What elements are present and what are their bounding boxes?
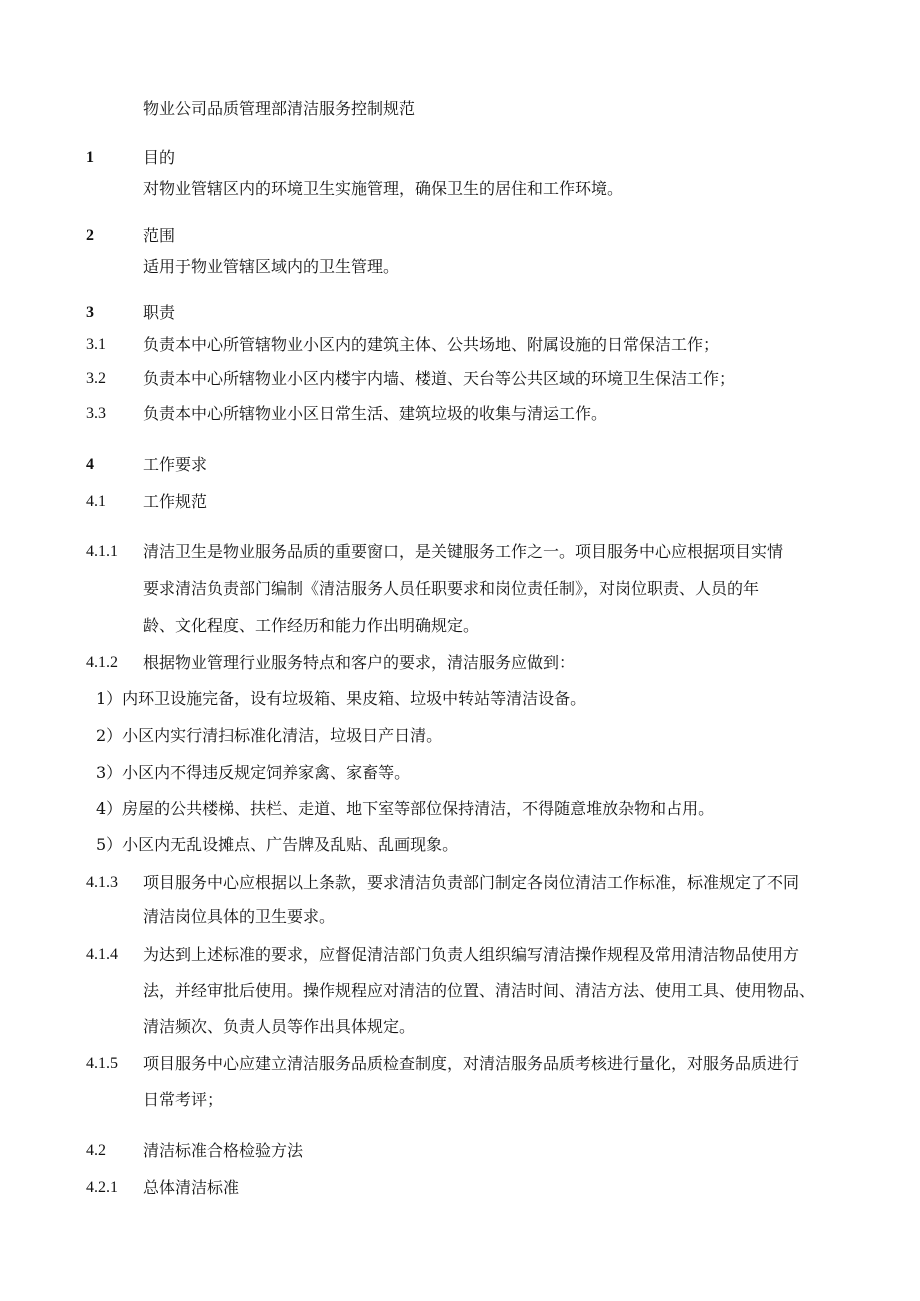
section-4-2-1-heading: 总体清洁标准: [143, 1178, 240, 1197]
para-4-1-4-line: 清洁频次、负责人员等作出具体规定。: [143, 1017, 416, 1036]
item-3-1-number: 3.1: [86, 336, 106, 353]
section-4-1-heading: 工作规范: [143, 492, 208, 511]
item-3-2-number: 3.2: [86, 370, 106, 387]
list-item: 3）小区内不得违反规定饲养家禽、家畜等。: [96, 763, 411, 782]
para-4-1-3-line: 项目服务中心应根据以上条款，要求清洁负责部门制定各岗位清洁工作标准，标准规定了不同: [143, 873, 800, 892]
section-1-heading: 目的: [143, 148, 176, 167]
para-4-1-4-line: 为达到上述标准的要求，应督促清洁部门负责人组织编写清洁操作规程及常用清洁物品使用方: [143, 945, 800, 964]
section-1-body: 对物业管辖区内的环境卫生实施管理，确保卫生的居住和工作环境。: [143, 179, 624, 198]
section-2-body: 适用于物业管辖区域内的卫生管理。: [143, 257, 400, 276]
para-4-1-1-line: 清洁卫生是物业服务品质的重要窗口，是关键服务工作之一。项目服务中心应根据项目实情: [143, 542, 784, 561]
para-4-1-5-number: 4.1.5: [86, 1055, 118, 1072]
section-1-number: 1: [86, 149, 94, 166]
list-item: 4）房屋的公共楼梯、扶栏、走道、地下室等部位保持清洁，不得随意堆放杂物和占用。: [96, 799, 715, 818]
list-item: 2）小区内实行清扫标准化清洁，垃圾日产日清。: [96, 726, 443, 745]
para-4-1-3-line: 清洁岗位具体的卫生要求。: [143, 907, 336, 926]
item-3-3-text: 负责本中心所辖物业小区日常生活、建筑垃圾的收集与清运工作。: [143, 404, 608, 423]
section-4-1-number: 4.1: [86, 493, 106, 510]
para-4-1-3-number: 4.1.3: [86, 874, 118, 891]
para-4-1-1-number: 4.1.1: [86, 543, 118, 560]
para-4-1-1-line: 要求清洁负责部门编制《清洁服务人员任职要求和岗位责任制》，对岗位职责、人员的年: [143, 579, 760, 598]
list-item: 5）小区内无乱设摊点、广告牌及乱贴、乱画现象。: [96, 835, 459, 854]
section-2-number: 2: [86, 227, 94, 244]
section-4-number: 4: [86, 456, 94, 473]
para-4-1-4-number: 4.1.4: [86, 946, 118, 963]
para-4-1-5-line: 日常考评；: [143, 1090, 224, 1109]
list-item: 1）内环卫设施完备，设有垃圾箱、果皮箱、垃圾中转站等清洁设备。: [96, 689, 587, 708]
section-4-heading: 工作要求: [143, 455, 208, 474]
section-4-2-1-number: 4.2.1: [86, 1179, 118, 1196]
section-4-2-heading: 清洁标准合格检验方法: [143, 1141, 304, 1160]
section-3-number: 3: [86, 304, 94, 321]
item-3-2-text: 负责本中心所辖物业小区内楼宇内墙、楼道、天台等公共区域的环境卫生保洁工作；: [143, 369, 736, 388]
document-title: 物业公司品质管理部清洁服务控制规范: [143, 99, 416, 118]
para-4-1-2-text: 根据物业管理行业服务特点和客户的要求，清洁服务应做到：: [143, 653, 576, 672]
section-4-2-number: 4.2: [86, 1142, 106, 1159]
section-3-heading: 职责: [143, 303, 176, 322]
item-3-1-text: 负责本中心所管辖物业小区内的建筑主体、公共场地、附属设施的日常保洁工作；: [143, 335, 720, 354]
item-3-3-number: 3.3: [86, 405, 106, 422]
section-2-heading: 范围: [143, 226, 176, 245]
para-4-1-1-line: 龄、文化程度、工作经历和能力作出明确规定。: [143, 616, 480, 635]
para-4-1-4-line: 法，并经审批后使用。操作规程应对清洁的位置、清洁时间、清洁方法、使用工具、使用物品、: [143, 981, 816, 1000]
para-4-1-5-line: 项目服务中心应建立清洁服务品质检查制度，对清洁服务品质考核进行量化，对服务品质进行: [143, 1054, 800, 1073]
para-4-1-2-number: 4.1.2: [86, 654, 118, 671]
